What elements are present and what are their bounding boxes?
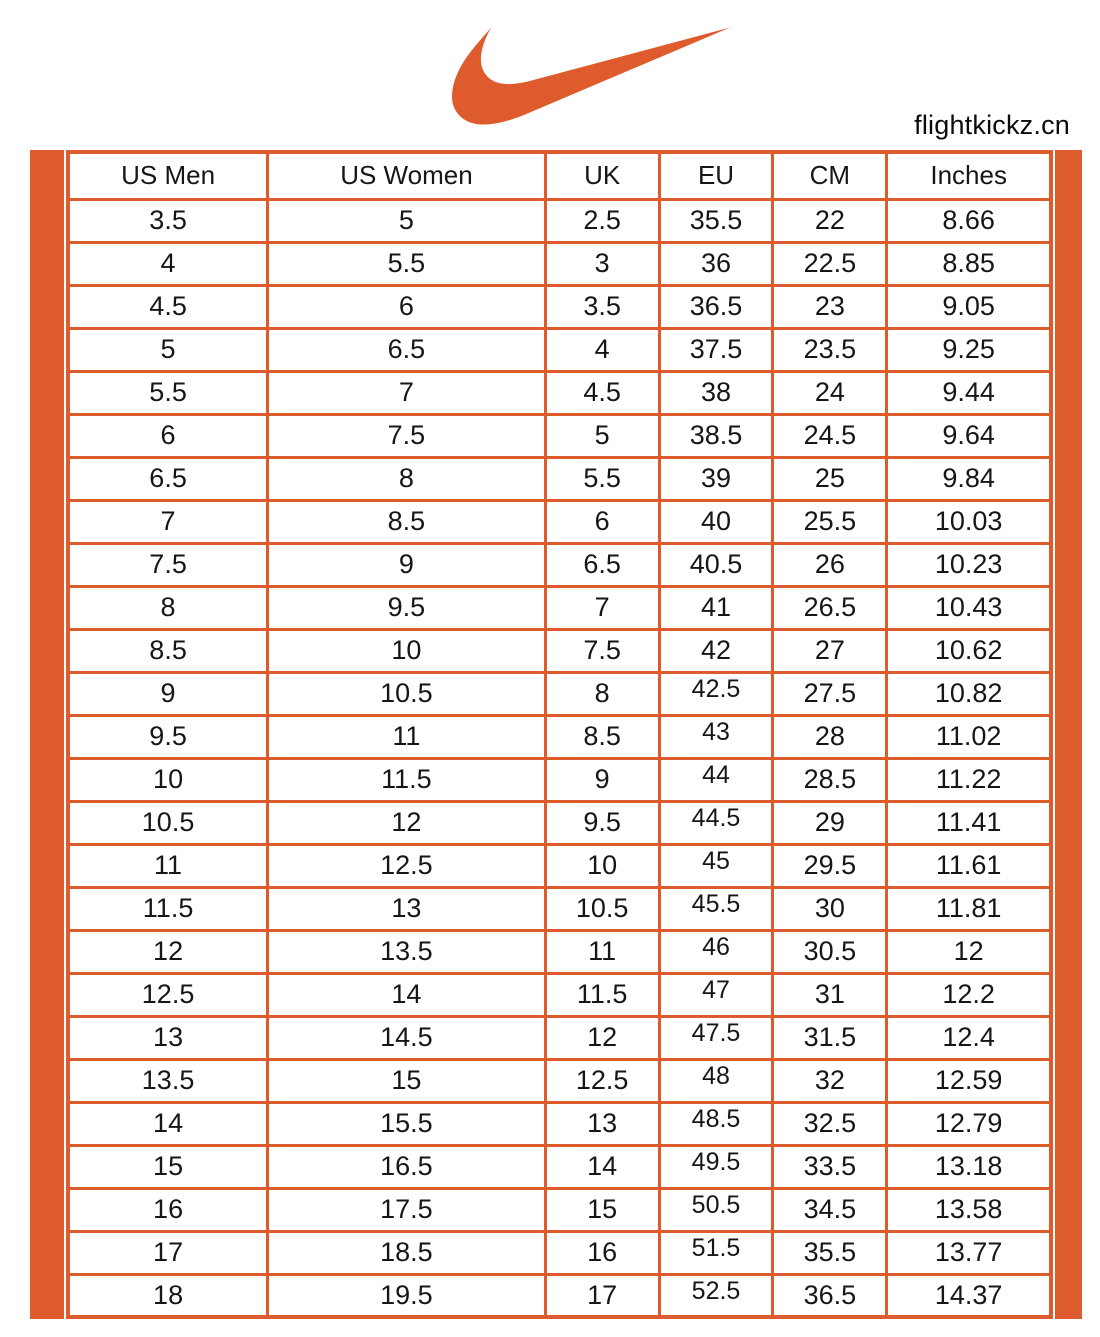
size-cell: 12.5 <box>268 844 546 887</box>
table-row <box>68 328 1051 371</box>
size-cell: 15.5 <box>268 1102 546 1145</box>
size-cell: 27 <box>773 629 887 672</box>
size-conversion-chart <box>30 150 1082 1319</box>
size-cell: 48 <box>659 1059 773 1102</box>
size-cell: 9.5 <box>545 801 659 844</box>
table-row <box>68 500 1051 543</box>
size-cell: 12.59 <box>887 1059 1051 1102</box>
size-cell: 10.43 <box>887 586 1051 629</box>
size-cell: 11.5 <box>68 887 268 930</box>
size-cell: 47.5 <box>659 1016 773 1059</box>
size-cell: 14.5 <box>268 1016 546 1059</box>
size-cell: 3.5 <box>545 285 659 328</box>
size-cell: 11 <box>268 715 546 758</box>
table-row <box>68 543 1051 586</box>
size-cell: 8.5 <box>545 715 659 758</box>
size-cell: 10.23 <box>887 543 1051 586</box>
header-row <box>68 152 1051 199</box>
size-cell: 24 <box>773 371 887 414</box>
size-cell: 48.5 <box>659 1102 773 1145</box>
size-cell: 10.5 <box>545 887 659 930</box>
size-cell: 13.18 <box>887 1145 1051 1188</box>
size-cell: 5 <box>545 414 659 457</box>
table-row <box>68 973 1051 1016</box>
size-cell: 46 <box>659 930 773 973</box>
table-row <box>68 629 1051 672</box>
size-cell: 18 <box>68 1274 268 1317</box>
size-cell: 8 <box>545 672 659 715</box>
size-cell: 44 <box>659 758 773 801</box>
table-row <box>68 930 1051 973</box>
size-cell: 45.5 <box>659 887 773 930</box>
size-cell: 36.5 <box>659 285 773 328</box>
size-cell: 38 <box>659 371 773 414</box>
nike-swoosh-icon <box>452 24 730 128</box>
size-cell: 9 <box>545 758 659 801</box>
size-cell: 51.5 <box>659 1231 773 1274</box>
table-row <box>68 715 1051 758</box>
size-cell: 32.5 <box>773 1102 887 1145</box>
size-cell: 41 <box>659 586 773 629</box>
size-cell: 19.5 <box>268 1274 546 1317</box>
size-cell: 12.5 <box>68 973 268 1016</box>
table-row <box>68 457 1051 500</box>
table-row <box>68 801 1051 844</box>
size-cell: 39 <box>659 457 773 500</box>
size-cell: 2.5 <box>545 199 659 242</box>
table-row <box>68 242 1051 285</box>
size-cell: 14 <box>268 973 546 1016</box>
size-cell: 10.82 <box>887 672 1051 715</box>
size-cell: 9 <box>268 543 546 586</box>
size-cell: 29 <box>773 801 887 844</box>
table-row <box>68 414 1051 457</box>
size-cell: 8.5 <box>268 500 546 543</box>
size-cell: 13.77 <box>887 1231 1051 1274</box>
size-cell: 12 <box>887 930 1051 973</box>
table-row <box>68 672 1051 715</box>
right-accent-bar <box>1055 150 1082 1319</box>
size-cell: 15 <box>268 1059 546 1102</box>
size-cell: 8.85 <box>887 242 1051 285</box>
size-cell: 35.5 <box>659 199 773 242</box>
size-cell: 8 <box>68 586 268 629</box>
size-cell: 23 <box>773 285 887 328</box>
size-cell: 9.05 <box>887 285 1051 328</box>
size-cell: 8.66 <box>887 199 1051 242</box>
size-cell: 35.5 <box>773 1231 887 1274</box>
size-cell: 32 <box>773 1059 887 1102</box>
size-cell: 28 <box>773 715 887 758</box>
size-cell: 24.5 <box>773 414 887 457</box>
size-cell: 10 <box>268 629 546 672</box>
size-cell: 37.5 <box>659 328 773 371</box>
table-row <box>68 199 1051 242</box>
size-cell: 10 <box>545 844 659 887</box>
column-header: UK <box>545 152 659 199</box>
size-cell: 50.5 <box>659 1188 773 1231</box>
size-cell: 6.5 <box>545 543 659 586</box>
size-cell: 7 <box>268 371 546 414</box>
size-cell: 17 <box>68 1231 268 1274</box>
size-cell: 31.5 <box>773 1016 887 1059</box>
size-cell: 6 <box>545 500 659 543</box>
size-cell: 30 <box>773 887 887 930</box>
size-cell: 5.5 <box>545 457 659 500</box>
size-cell: 13.58 <box>887 1188 1051 1231</box>
size-cell: 3 <box>545 242 659 285</box>
size-cell: 4 <box>545 328 659 371</box>
size-cell: 5 <box>268 199 546 242</box>
size-cell: 10.03 <box>887 500 1051 543</box>
column-header: EU <box>659 152 773 199</box>
size-cell: 6.5 <box>68 457 268 500</box>
size-cell: 7.5 <box>68 543 268 586</box>
size-cell: 42.5 <box>659 672 773 715</box>
size-cell: 22.5 <box>773 242 887 285</box>
size-cell: 9.5 <box>268 586 546 629</box>
size-cell: 12.2 <box>887 973 1051 1016</box>
size-cell: 40 <box>659 500 773 543</box>
table-body <box>68 199 1051 1317</box>
size-cell: 10.62 <box>887 629 1051 672</box>
size-cell: 16.5 <box>268 1145 546 1188</box>
size-cell: 12 <box>68 930 268 973</box>
size-cell: 4.5 <box>545 371 659 414</box>
size-cell: 7 <box>545 586 659 629</box>
size-cell: 13.5 <box>268 930 546 973</box>
size-cell: 33.5 <box>773 1145 887 1188</box>
size-cell: 14 <box>545 1145 659 1188</box>
size-cell: 12.79 <box>887 1102 1051 1145</box>
size-cell: 38.5 <box>659 414 773 457</box>
size-cell: 23.5 <box>773 328 887 371</box>
size-cell: 44.5 <box>659 801 773 844</box>
table-row <box>68 285 1051 328</box>
size-cell: 16 <box>545 1231 659 1274</box>
size-cell: 11.61 <box>887 844 1051 887</box>
size-cell: 12 <box>268 801 546 844</box>
size-cell: 13 <box>68 1016 268 1059</box>
size-cell: 15 <box>68 1145 268 1188</box>
size-cell: 25 <box>773 457 887 500</box>
size-cell: 8 <box>268 457 546 500</box>
size-cell: 13 <box>545 1102 659 1145</box>
table-header <box>68 152 1051 199</box>
size-cell: 10.5 <box>68 801 268 844</box>
table-row <box>68 1016 1051 1059</box>
size-cell: 6.5 <box>268 328 546 371</box>
size-cell: 26.5 <box>773 586 887 629</box>
size-cell: 14.37 <box>887 1274 1051 1317</box>
size-cell: 4.5 <box>68 285 268 328</box>
size-cell: 11.81 <box>887 887 1051 930</box>
size-cell: 13.5 <box>68 1059 268 1102</box>
size-cell: 36.5 <box>773 1274 887 1317</box>
size-cell: 6 <box>68 414 268 457</box>
size-table <box>66 150 1053 1319</box>
table-row <box>68 1145 1051 1188</box>
table-row <box>68 1102 1051 1145</box>
size-cell: 8.5 <box>68 629 268 672</box>
size-cell: 11.5 <box>545 973 659 1016</box>
size-cell: 40.5 <box>659 543 773 586</box>
size-cell: 47 <box>659 973 773 1016</box>
size-cell: 29.5 <box>773 844 887 887</box>
size-cell: 27.5 <box>773 672 887 715</box>
size-cell: 45 <box>659 844 773 887</box>
website-url: flightkickz.cn <box>914 110 1070 140</box>
table-row <box>68 1188 1051 1231</box>
size-cell: 31 <box>773 973 887 1016</box>
size-cell: 9 <box>68 672 268 715</box>
size-cell: 5 <box>68 328 268 371</box>
size-cell: 12.4 <box>887 1016 1051 1059</box>
column-header: US Men <box>68 152 268 199</box>
size-cell: 5.5 <box>268 242 546 285</box>
size-cell: 34.5 <box>773 1188 887 1231</box>
size-cell: 52.5 <box>659 1274 773 1317</box>
size-cell: 12 <box>545 1016 659 1059</box>
table-row <box>68 844 1051 887</box>
size-cell: 30.5 <box>773 930 887 973</box>
size-cell: 49.5 <box>659 1145 773 1188</box>
table-row <box>68 1231 1051 1274</box>
size-cell: 9.64 <box>887 414 1051 457</box>
size-cell: 17 <box>545 1274 659 1317</box>
size-cell: 9.25 <box>887 328 1051 371</box>
size-cell: 12.5 <box>545 1059 659 1102</box>
table-row <box>68 1274 1051 1317</box>
table-row <box>68 586 1051 629</box>
size-cell: 7.5 <box>268 414 546 457</box>
table-row <box>68 758 1051 801</box>
table-row <box>68 887 1051 930</box>
size-cell: 10.5 <box>268 672 546 715</box>
size-cell: 11 <box>68 844 268 887</box>
size-cell: 18.5 <box>268 1231 546 1274</box>
size-cell: 9.5 <box>68 715 268 758</box>
size-cell: 42 <box>659 629 773 672</box>
size-cell: 14 <box>68 1102 268 1145</box>
size-cell: 26 <box>773 543 887 586</box>
size-cell: 11 <box>545 930 659 973</box>
size-cell: 36 <box>659 242 773 285</box>
column-header: Inches <box>887 152 1051 199</box>
left-accent-bar <box>30 150 64 1319</box>
size-cell: 11.41 <box>887 801 1051 844</box>
size-cell: 4 <box>68 242 268 285</box>
column-header: US Women <box>268 152 546 199</box>
size-cell: 5.5 <box>68 371 268 414</box>
size-cell: 25.5 <box>773 500 887 543</box>
size-cell: 16 <box>68 1188 268 1231</box>
table-row <box>68 1059 1051 1102</box>
size-cell: 11.22 <box>887 758 1051 801</box>
size-cell: 13 <box>268 887 546 930</box>
size-cell: 28.5 <box>773 758 887 801</box>
size-cell: 3.5 <box>68 199 268 242</box>
size-cell: 9.44 <box>887 371 1051 414</box>
size-cell: 15 <box>545 1188 659 1231</box>
size-cell: 7 <box>68 500 268 543</box>
column-header: CM <box>773 152 887 199</box>
size-cell: 22 <box>773 199 887 242</box>
table-row <box>68 371 1051 414</box>
size-cell: 6 <box>268 285 546 328</box>
size-cell: 17.5 <box>268 1188 546 1231</box>
size-cell: 10 <box>68 758 268 801</box>
size-cell: 11.5 <box>268 758 546 801</box>
size-cell: 7.5 <box>545 629 659 672</box>
size-cell: 43 <box>659 715 773 758</box>
size-cell: 11.02 <box>887 715 1051 758</box>
size-cell: 9.84 <box>887 457 1051 500</box>
